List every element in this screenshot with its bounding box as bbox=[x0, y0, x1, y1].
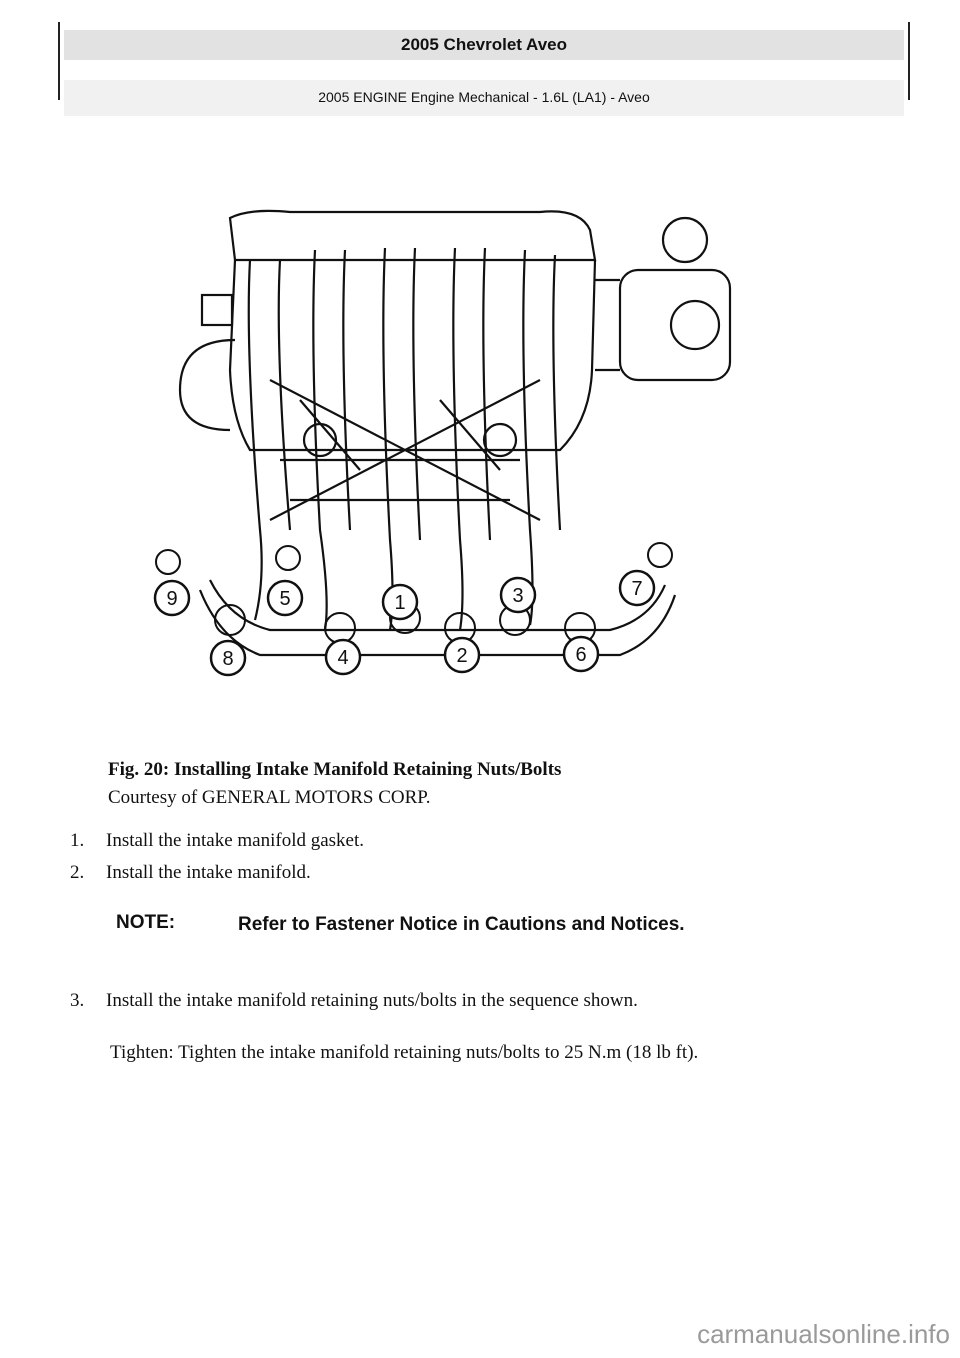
callout-4 bbox=[326, 640, 360, 674]
callout-2 bbox=[445, 638, 479, 672]
callout-5 bbox=[268, 581, 302, 615]
step-number: 2. bbox=[70, 862, 85, 883]
page-header bbox=[58, 22, 910, 105]
step-2 bbox=[70, 862, 311, 884]
step-text: Install the intake manifold. bbox=[106, 862, 311, 883]
step-number: 3. bbox=[70, 990, 85, 1011]
svg-text:9: 9 bbox=[166, 588, 178, 610]
callout-9 bbox=[155, 581, 189, 615]
callout-6 bbox=[564, 637, 598, 671]
svg-text:3: 3 bbox=[512, 585, 524, 607]
figure-label: Fig. 20: Installing Intake Manifold Retaining Nuts/Bolts bbox=[108, 759, 562, 780]
step-number: 1. bbox=[70, 830, 85, 851]
svg-text:1: 1 bbox=[394, 592, 406, 614]
figure-courtesy: Courtesy of GENERAL MOTORS CORP. bbox=[108, 787, 431, 808]
svg-text:2: 2 bbox=[456, 645, 468, 667]
step-text: Install the intake manifold retaining nuts/bolts in the sequence shown. bbox=[106, 990, 638, 1011]
svg-text:7: 7 bbox=[631, 578, 643, 600]
tighten-spec: Tighten: Tighten the intake manifold retaining nuts/bolts to 25 N.m (18 lb ft). bbox=[110, 1042, 699, 1063]
header-title: 2005 Chevrolet Aveo bbox=[64, 30, 904, 60]
note-text: Refer to Fastener Notice in Cautions and Notices. bbox=[238, 914, 685, 935]
svg-text:4: 4 bbox=[337, 647, 349, 669]
step-text: Install the intake manifold gasket. bbox=[106, 830, 365, 851]
svg-text:8: 8 bbox=[222, 648, 234, 670]
header-subtitle: 2005 ENGINE Engine Mechanical - 1.6L (LA1) - Aveo bbox=[64, 80, 904, 116]
svg-text:6: 6 bbox=[575, 644, 587, 666]
step-3 bbox=[70, 990, 638, 1012]
watermark: carmanualsonline.info bbox=[697, 1319, 950, 1349]
step-1 bbox=[70, 830, 364, 852]
callout-7 bbox=[620, 571, 654, 605]
svg-text:5: 5 bbox=[279, 588, 291, 610]
note-label: NOTE: bbox=[116, 912, 176, 933]
callout-3 bbox=[501, 578, 535, 612]
intake-manifold-figure bbox=[140, 200, 780, 690]
callout-8 bbox=[211, 641, 245, 675]
figure-caption bbox=[108, 756, 561, 812]
callout-1 bbox=[383, 585, 417, 619]
